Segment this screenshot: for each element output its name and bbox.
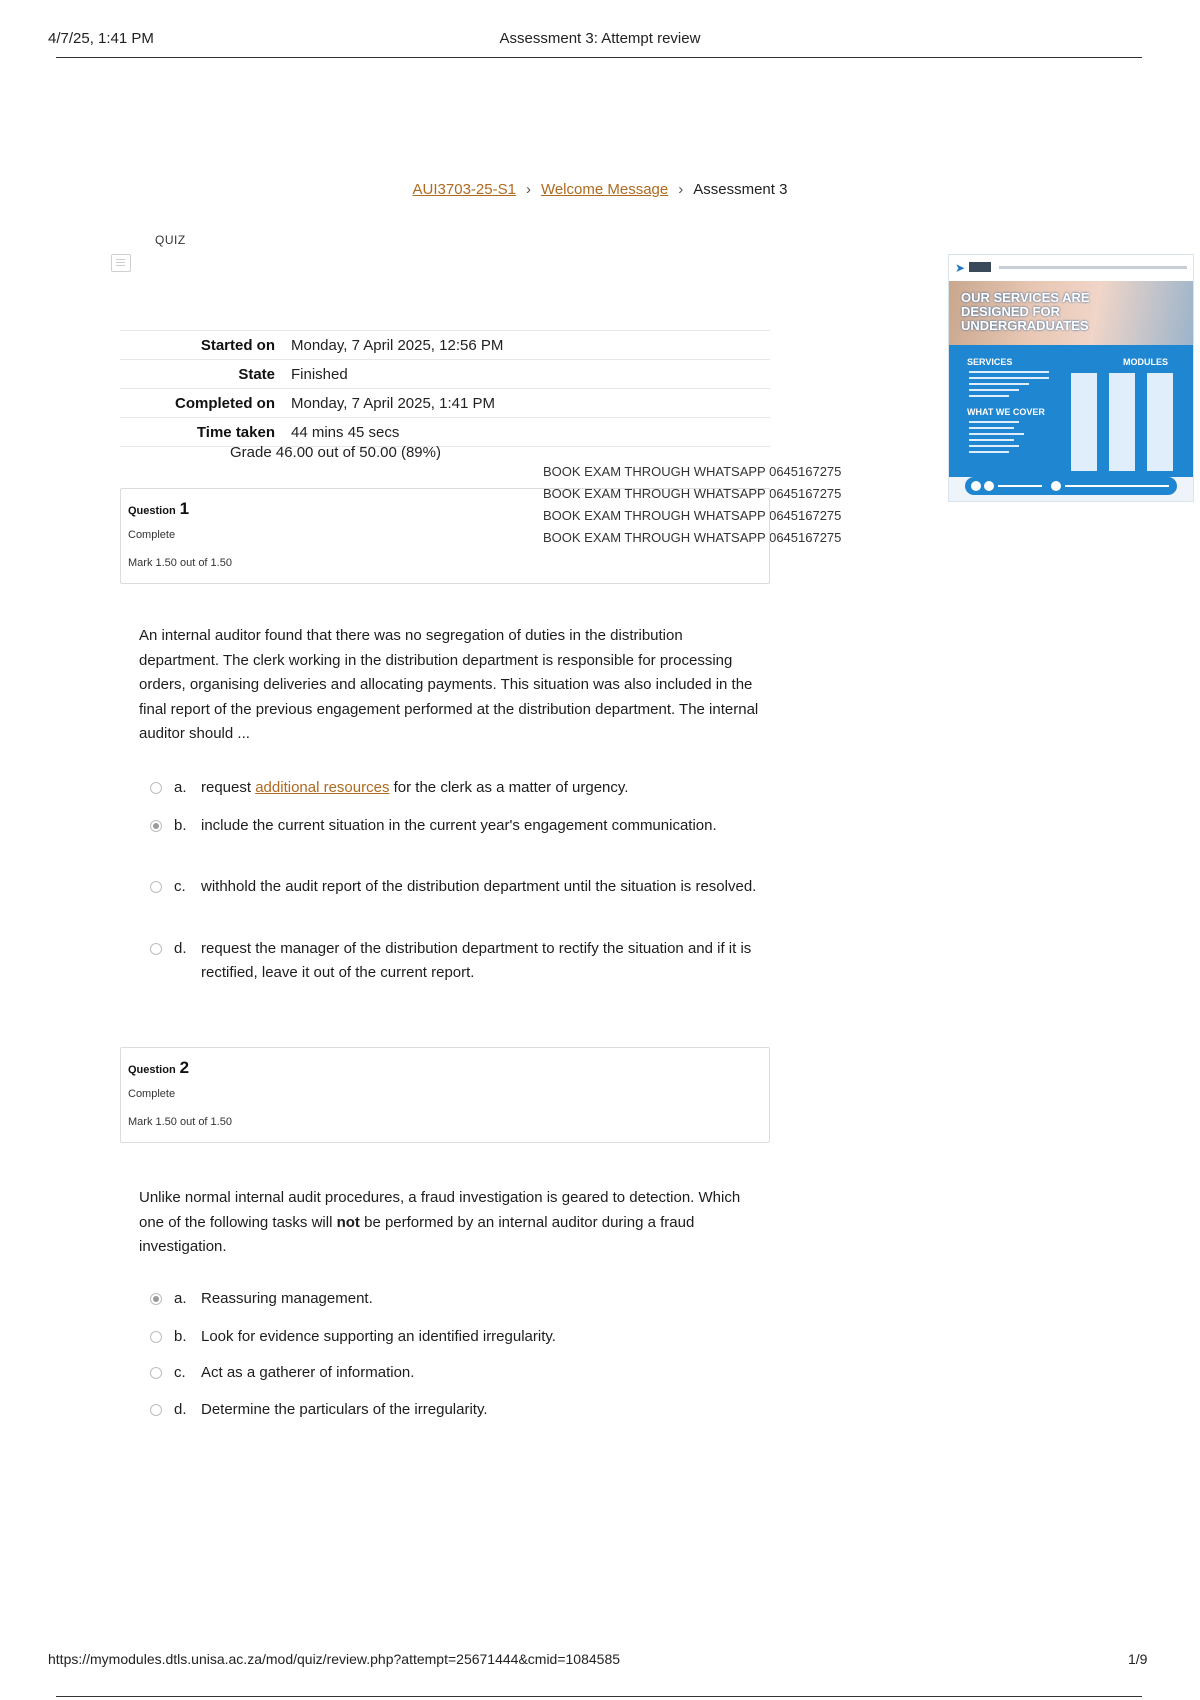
advert-text-line xyxy=(969,433,1024,435)
option-letter: d. xyxy=(174,1401,187,1418)
print-footer-url: https://mymodules.dtls.unisa.ac.za/mod/quiz/review.php?attempt=25671444&cmid=1084585 xyxy=(48,1651,621,1667)
print-datetime: 4/7/25, 1:41 PM xyxy=(48,30,154,47)
attempt-summary-table xyxy=(120,330,770,447)
radio-button-selected[interactable] xyxy=(150,820,162,832)
advert-modules-heading: MODULES xyxy=(1123,357,1168,367)
whatsapp-icon xyxy=(984,481,994,491)
summary-value: Monday, 7 April 2025, 12:56 PM xyxy=(283,331,770,360)
option-text: request the manager of the distribution department to rectify the situation and if it is rectified, leave it out of the current report. xyxy=(201,940,752,981)
question-mark: Mark 1.50 out of 1.50 xyxy=(128,557,232,569)
question-text: Unlike normal internal audit procedures, a fraud investigation is geared to detection. Which one of the following tasks will not be performed by an internal auditor during a fraud investigation. xyxy=(139,1189,741,1255)
summary-label: State xyxy=(120,360,283,389)
question-info-box xyxy=(120,1047,770,1143)
option-text: request additional resources for the clerk as a matter of urgency. xyxy=(201,779,629,796)
summary-value: 44 mins 45 secs xyxy=(283,418,770,447)
option-letter: d. xyxy=(174,940,187,957)
chevron-right-icon: › xyxy=(678,181,684,198)
radio-button-selected[interactable] xyxy=(150,1293,162,1305)
advert-text-line xyxy=(969,445,1019,447)
question-state: Complete xyxy=(128,529,176,541)
option-letter: a. xyxy=(174,779,187,796)
option-letter: b. xyxy=(174,1328,187,1345)
advert-text-line xyxy=(969,389,1019,391)
radio-button[interactable] xyxy=(150,1404,162,1416)
watermark-text: BOOK EXAM THROUGH WHATSAPP 0645167275 xyxy=(543,508,842,523)
watermark-text: BOOK EXAM THROUGH WHATSAPP 0645167275 xyxy=(543,530,842,545)
advert-text-line xyxy=(969,371,1049,373)
advert-logo xyxy=(969,262,991,272)
option-text: withhold the audit report of the distribution department until the situation is resolved. xyxy=(201,878,757,895)
summary-value: Finished xyxy=(283,360,770,389)
advert-headline: OUR SERVICES ARE DESIGNED FOR UNDERGRADUATES xyxy=(961,290,1090,333)
breadcrumb-course-link[interactable]: AUI3703-25-S1 xyxy=(412,181,516,198)
grade-text: Grade 46.00 out of 50.00 (89%) xyxy=(230,444,441,461)
breadcrumb-current: Assessment 3 xyxy=(693,181,788,198)
option-letter: c. xyxy=(174,878,186,895)
advert-text-line xyxy=(969,421,1019,423)
question-number: Question 1 xyxy=(128,499,190,518)
footer-divider xyxy=(56,1696,1142,1697)
breadcrumb xyxy=(0,181,1200,198)
advert-text-line xyxy=(969,377,1049,379)
summary-label: Completed on xyxy=(120,389,283,418)
advert-text-line xyxy=(969,439,1014,441)
option-text: Determine the particulars of the irregularity. xyxy=(201,1401,488,1418)
option-text: Act as a gatherer of information. xyxy=(201,1364,415,1381)
question-state: Complete xyxy=(128,1088,176,1100)
advert-cover-heading: WHAT WE COVER xyxy=(967,407,1045,417)
print-page-number: 1/9 xyxy=(1128,1651,1148,1667)
radio-button[interactable] xyxy=(150,943,162,955)
breadcrumb-section-link[interactable]: Welcome Message xyxy=(540,181,669,198)
advert-text-line xyxy=(969,383,1029,385)
chevron-right-icon: › xyxy=(525,181,531,198)
question-number: Question 2 xyxy=(128,1058,190,1077)
advert-modules-grid xyxy=(1071,373,1183,471)
option-letter: a. xyxy=(174,1290,187,1307)
question-mark: Mark 1.50 out of 1.50 xyxy=(128,1116,232,1128)
option-text: Reassuring management. xyxy=(201,1290,373,1307)
header-divider xyxy=(56,57,1142,58)
option-text: include the current situation in the current year's engagement communication. xyxy=(201,817,717,834)
phone-icon xyxy=(971,481,981,491)
option-text: Look for evidence supporting an identified irregularity. xyxy=(201,1328,556,1345)
question-text: An internal auditor found that there was no segregation of duties in the distribution department. The clerk working in the distribution department is responsible for processing orders, organising deliveries and allocating payments. This situation was also included in the final report of the previous engagement performed at the distribution department. The internal auditor should ... xyxy=(139,627,759,742)
option-letter: b. xyxy=(174,817,187,834)
summary-row-time xyxy=(120,418,770,447)
radio-button[interactable] xyxy=(150,782,162,794)
advert-text-line xyxy=(969,451,1009,453)
email-icon xyxy=(1051,481,1061,491)
advert-contact-bar xyxy=(965,477,1177,495)
watermark-text: BOOK EXAM THROUGH WHATSAPP 0645167275 xyxy=(543,464,842,479)
question-info-box xyxy=(120,488,770,584)
paper-plane-icon: ➤ xyxy=(955,261,966,275)
summary-label: Time taken xyxy=(120,418,283,447)
summary-row-state xyxy=(120,360,770,389)
advert-contact-email xyxy=(1065,485,1169,487)
option-letter: c. xyxy=(174,1364,186,1381)
radio-button[interactable] xyxy=(150,1331,162,1343)
additional-resources-link[interactable]: additional resources xyxy=(255,779,390,796)
summary-row-started xyxy=(120,331,770,360)
advert-text-line xyxy=(969,427,1014,429)
radio-button[interactable] xyxy=(150,881,162,893)
advert-text-line xyxy=(969,395,1009,397)
advert-top-strip xyxy=(949,255,1193,281)
print-page-title: Assessment 3: Attempt review xyxy=(499,30,701,47)
summary-value: Monday, 7 April 2025, 1:41 PM xyxy=(283,389,770,418)
advert-contact-phone xyxy=(998,485,1042,487)
advert-services-heading: SERVICES xyxy=(967,357,1013,367)
activity-type-label: QUIZ xyxy=(155,233,186,247)
summary-label: Started on xyxy=(120,331,283,360)
summary-row-completed xyxy=(120,389,770,418)
advert-tagline-bar xyxy=(999,266,1187,269)
radio-button[interactable] xyxy=(150,1367,162,1379)
advert-banner[interactable] xyxy=(948,254,1194,502)
quiz-icon xyxy=(111,254,131,272)
watermark-text: BOOK EXAM THROUGH WHATSAPP 0645167275 xyxy=(543,486,842,501)
